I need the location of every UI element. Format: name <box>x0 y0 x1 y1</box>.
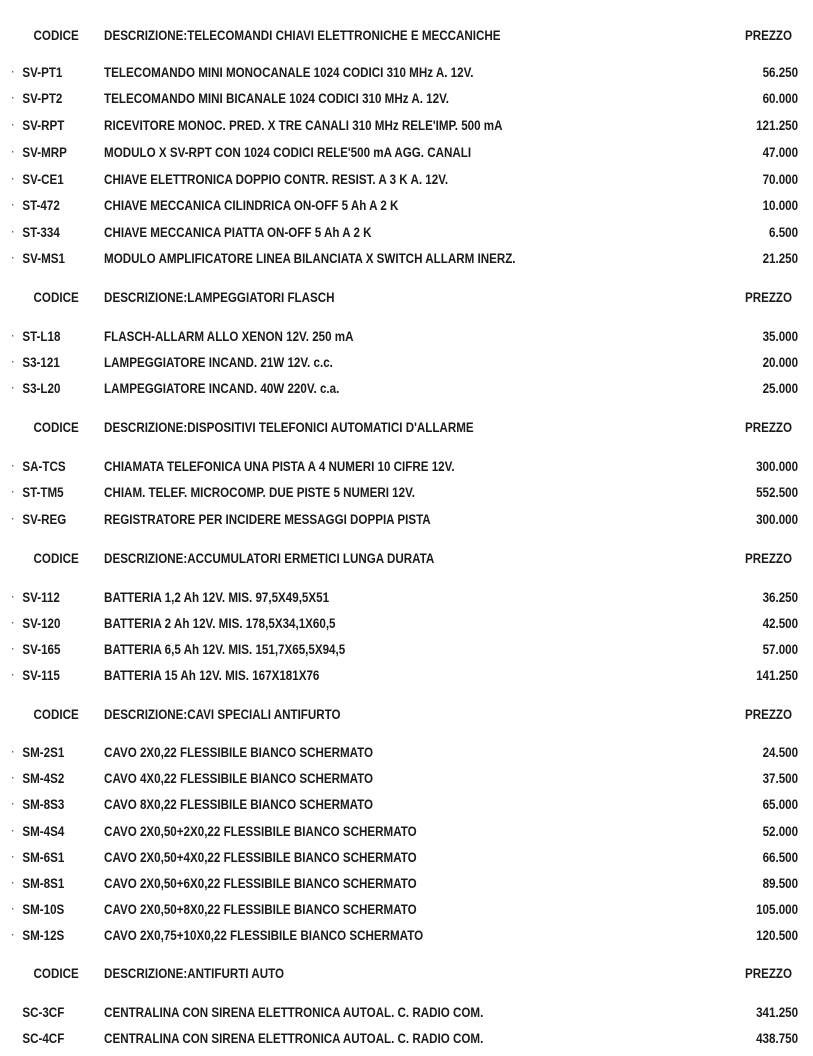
table-row <box>0 170 799 190</box>
item-price: 300.000 <box>756 459 799 474</box>
handwritten-tick-mark: · <box>11 461 15 472</box>
item-price: 57.000 <box>762 642 799 657</box>
item-code: SV-PT1 <box>22 65 63 80</box>
item-description: CAVO 2X0,50+2X0,22 FLESSIBILE BIANCO SCHERMATO <box>104 824 417 839</box>
item-code: SC-3CF <box>22 1005 65 1020</box>
handwritten-tick-mark: · <box>11 120 15 131</box>
handwritten-tick-mark: · <box>11 670 15 681</box>
handwritten-tick-mark: · <box>11 826 15 837</box>
handwritten-tick-mark: · <box>11 773 15 784</box>
header-description-label: DESCRIZIONE:TELECOMANDI CHIAVI ELETTRONICHE E MECCANICHE <box>104 28 501 43</box>
handwritten-tick-mark: · <box>11 331 15 342</box>
table-row <box>0 353 799 373</box>
section-header <box>0 549 793 569</box>
item-code: ST-472 <box>22 198 60 213</box>
item-description: BATTERIA 2 Ah 12V. MIS. 178,5X34,1X60,5 <box>104 616 336 631</box>
item-price: 35.000 <box>762 329 799 344</box>
item-code: SV-120 <box>22 616 61 631</box>
table-row <box>0 116 799 136</box>
item-description: BATTERIA 6,5 Ah 12V. MIS. 151,7X65,5X94,5 <box>104 642 346 657</box>
handwritten-tick-mark: · <box>11 618 15 629</box>
handwritten-tick-mark: · <box>11 357 15 368</box>
table-row <box>0 874 799 894</box>
header-price-label: PREZZO <box>744 707 793 722</box>
table-row <box>0 483 799 503</box>
table-row <box>0 900 799 920</box>
handwritten-tick-mark: · <box>11 852 15 863</box>
header-code-label: CODICE <box>33 290 79 305</box>
item-price: 36.250 <box>762 590 799 605</box>
handwritten-tick-mark: · <box>11 930 15 941</box>
header-code-label: CODICE <box>33 28 79 43</box>
handwritten-tick-mark: · <box>11 747 15 758</box>
item-code: SM-2S1 <box>22 745 65 760</box>
item-price: 341.250 <box>756 1005 799 1020</box>
header-code-label: CODICE <box>33 707 79 722</box>
handwritten-tick-mark: · <box>11 200 15 211</box>
item-price: 121.250 <box>756 118 799 133</box>
item-description: TELECOMANDO MINI MONOCANALE 1024 CODICI 310 MHz A. 12V. <box>104 65 474 80</box>
item-description: CAVO 2X0,50+8X0,22 FLESSIBILE BIANCO SCHERMATO <box>104 902 417 917</box>
handwritten-tick-mark: · <box>11 93 15 104</box>
table-row <box>0 795 799 815</box>
header-price-label: PREZZO <box>744 551 793 566</box>
table-row <box>0 1029 799 1049</box>
item-code: SV-165 <box>22 642 61 657</box>
item-description: MODULO AMPLIFICATORE LINEA BILANCIATA X SWITCH ALLARM INERZ. <box>104 251 516 266</box>
item-code: SV-REG <box>22 512 67 527</box>
item-price: 66.500 <box>762 850 799 865</box>
header-price-label: PREZZO <box>744 28 793 43</box>
header-code-label: CODICE <box>33 420 79 435</box>
item-price: 438.750 <box>756 1031 799 1046</box>
item-description: CAVO 2X0,50+4X0,22 FLESSIBILE BIANCO SCHERMATO <box>104 850 417 865</box>
item-price: 70.000 <box>762 172 799 187</box>
header-price-label: PREZZO <box>744 290 793 305</box>
handwritten-tick-mark: · <box>11 227 15 238</box>
item-code: SV-CE1 <box>22 172 64 187</box>
table-row <box>0 588 799 608</box>
table-row <box>0 743 799 763</box>
handwritten-tick-mark: · <box>11 514 15 525</box>
item-code: SM-8S1 <box>22 876 65 891</box>
header-description-label: DESCRIZIONE:DISPOSITIVI TELEFONICI AUTOMATICI D'ALLARME <box>104 420 474 435</box>
item-price: 552.500 <box>756 485 799 500</box>
table-row <box>0 614 799 634</box>
handwritten-tick-mark: · <box>11 799 15 810</box>
item-description: CHIAM. TELEF. MICROCOMP. DUE PISTE 5 NUMERI 12V. <box>104 485 416 500</box>
table-row <box>0 926 799 946</box>
table-row <box>0 196 799 216</box>
handwritten-tick-mark: · <box>11 67 15 78</box>
item-code: SV-MS1 <box>22 251 65 266</box>
item-description: CAVO 2X0,50+6X0,22 FLESSIBILE BIANCO SCHERMATO <box>104 876 417 891</box>
header-description-label: DESCRIZIONE:ACCUMULATORI ERMETICI LUNGA DURATA <box>104 551 435 566</box>
table-row <box>0 63 799 83</box>
item-code: SM-4S2 <box>22 771 65 786</box>
handwritten-tick-mark: · <box>11 147 15 158</box>
item-code: SM-4S4 <box>22 824 65 839</box>
item-price: 6.500 <box>769 225 799 240</box>
item-price: 24.500 <box>762 745 799 760</box>
header-description-label: DESCRIZIONE:ANTIFURTI AUTO <box>104 966 285 981</box>
item-description: CENTRALINA CON SIRENA ELETTRONICA AUTOAL. C. RADIO COM. <box>104 1031 484 1046</box>
item-price: 21.250 <box>762 251 799 266</box>
item-code: SM-6S1 <box>22 850 65 865</box>
item-price: 120.500 <box>756 928 799 943</box>
item-description: LAMPEGGIATORE INCAND. 21W 12V. c.c. <box>104 355 333 370</box>
item-price: 37.500 <box>762 771 799 786</box>
item-code: S3-L20 <box>22 381 61 396</box>
item-price: 65.000 <box>762 797 799 812</box>
item-code: SM-8S3 <box>22 797 65 812</box>
table-row <box>0 89 799 109</box>
table-row <box>0 769 799 789</box>
handwritten-tick-mark: · <box>11 174 15 185</box>
table-row <box>0 327 799 347</box>
table-row <box>0 510 799 530</box>
item-description: BATTERIA 15 Ah 12V. MIS. 167X181X76 <box>104 668 320 683</box>
item-code: SM-10S <box>22 902 65 917</box>
handwritten-tick-mark: · <box>11 592 15 603</box>
item-description: CAVO 2X0,75+10X0,22 FLESSIBILE BIANCO SCHERMATO <box>104 928 424 943</box>
item-code: SC-4CF <box>22 1031 65 1046</box>
table-row <box>0 848 799 868</box>
handwritten-tick-mark: · <box>11 253 15 264</box>
section-header <box>0 964 793 984</box>
item-code: SV-PT2 <box>22 91 63 106</box>
item-description: MODULO X SV-RPT CON 1024 CODICI RELE'500 mA AGG. CANALI <box>104 145 472 160</box>
item-price: 10.000 <box>762 198 799 213</box>
item-description: CHIAVE ELETTRONICA DOPPIO CONTR. RESIST. A 3 K A. 12V. <box>104 172 449 187</box>
table-row <box>0 640 799 660</box>
item-description: RICEVITORE MONOC. PRED. X TRE CANALI 310 MHz RELE'IMP. 500 mA <box>104 118 503 133</box>
header-price-label: PREZZO <box>744 420 793 435</box>
item-code: ST-L18 <box>22 329 61 344</box>
item-description: BATTERIA 1,2 Ah 12V. MIS. 97,5X49,5X51 <box>104 590 330 605</box>
header-code-label: CODICE <box>33 551 79 566</box>
table-row <box>0 1003 799 1023</box>
item-code: SA-TCS <box>22 459 66 474</box>
handwritten-tick-mark: · <box>11 487 15 498</box>
item-description: CAVO 4X0,22 FLESSIBILE BIANCO SCHERMATO <box>104 771 374 786</box>
item-code: S3-121 <box>22 355 60 370</box>
item-code: SV-MRP <box>22 145 67 160</box>
header-price-label: PREZZO <box>744 966 793 981</box>
table-row <box>0 143 799 163</box>
item-description: CHIAVE MECCANICA CILINDRICA ON-OFF 5 Ah A 2 K <box>104 198 399 213</box>
item-description: FLASCH-ALLARM ALLO XENON 12V. 250 mA <box>104 329 354 344</box>
item-code: SM-12S <box>22 928 65 943</box>
item-price: 42.500 <box>762 616 799 631</box>
item-code: ST-334 <box>22 225 60 240</box>
item-code: ST-TM5 <box>22 485 64 500</box>
handwritten-tick-mark: · <box>11 878 15 889</box>
item-code: SV-112 <box>22 590 60 605</box>
section-header <box>0 418 793 438</box>
section-header <box>0 705 793 725</box>
table-row <box>0 249 799 269</box>
section-header <box>0 26 793 46</box>
item-price: 60.000 <box>762 91 799 106</box>
header-description-label: DESCRIZIONE:LAMPEGGIATORI FLASCH <box>104 290 335 305</box>
item-code: SV-115 <box>22 668 60 683</box>
item-description: CAVO 2X0,22 FLESSIBILE BIANCO SCHERMATO <box>104 745 374 760</box>
item-price: 105.000 <box>756 902 799 917</box>
table-row <box>0 457 799 477</box>
item-price: 300.000 <box>756 512 799 527</box>
item-code: SV-RPT <box>22 118 65 133</box>
item-price: 25.000 <box>762 381 799 396</box>
handwritten-tick-mark: · <box>11 383 15 394</box>
handwritten-tick-mark: · <box>11 644 15 655</box>
item-description: CENTRALINA CON SIRENA ELETTRONICA AUTOAL. C. RADIO COM. <box>104 1005 484 1020</box>
item-description: CHIAVE MECCANICA PIATTA ON-OFF 5 Ah A 2 K <box>104 225 372 240</box>
table-row <box>0 379 799 399</box>
item-price: 47.000 <box>762 145 799 160</box>
table-row <box>0 822 799 842</box>
item-price: 89.500 <box>762 876 799 891</box>
header-description-label: DESCRIZIONE:CAVI SPECIALI ANTIFURTO <box>104 707 341 722</box>
item-description: LAMPEGGIATORE INCAND. 40W 220V. c.a. <box>104 381 340 396</box>
header-code-label: CODICE <box>33 966 79 981</box>
item-price: 141.250 <box>756 668 799 683</box>
section-header <box>0 288 793 308</box>
item-description: REGISTRATORE PER INCIDERE MESSAGGI DOPPIA PISTA <box>104 512 431 527</box>
item-price: 20.000 <box>762 355 799 370</box>
table-row <box>0 223 799 243</box>
table-row <box>0 666 799 686</box>
item-price: 56.250 <box>762 65 799 80</box>
item-description: CAVO 8X0,22 FLESSIBILE BIANCO SCHERMATO <box>104 797 374 812</box>
item-description: TELECOMANDO MINI BICANALE 1024 CODICI 310 MHz A. 12V. <box>104 91 449 106</box>
item-description: CHIAMATA TELEFONICA UNA PISTA A 4 NUMERI 10 CIFRE 12V. <box>104 459 455 474</box>
item-price: 52.000 <box>762 824 799 839</box>
handwritten-tick-mark: · <box>11 904 15 915</box>
